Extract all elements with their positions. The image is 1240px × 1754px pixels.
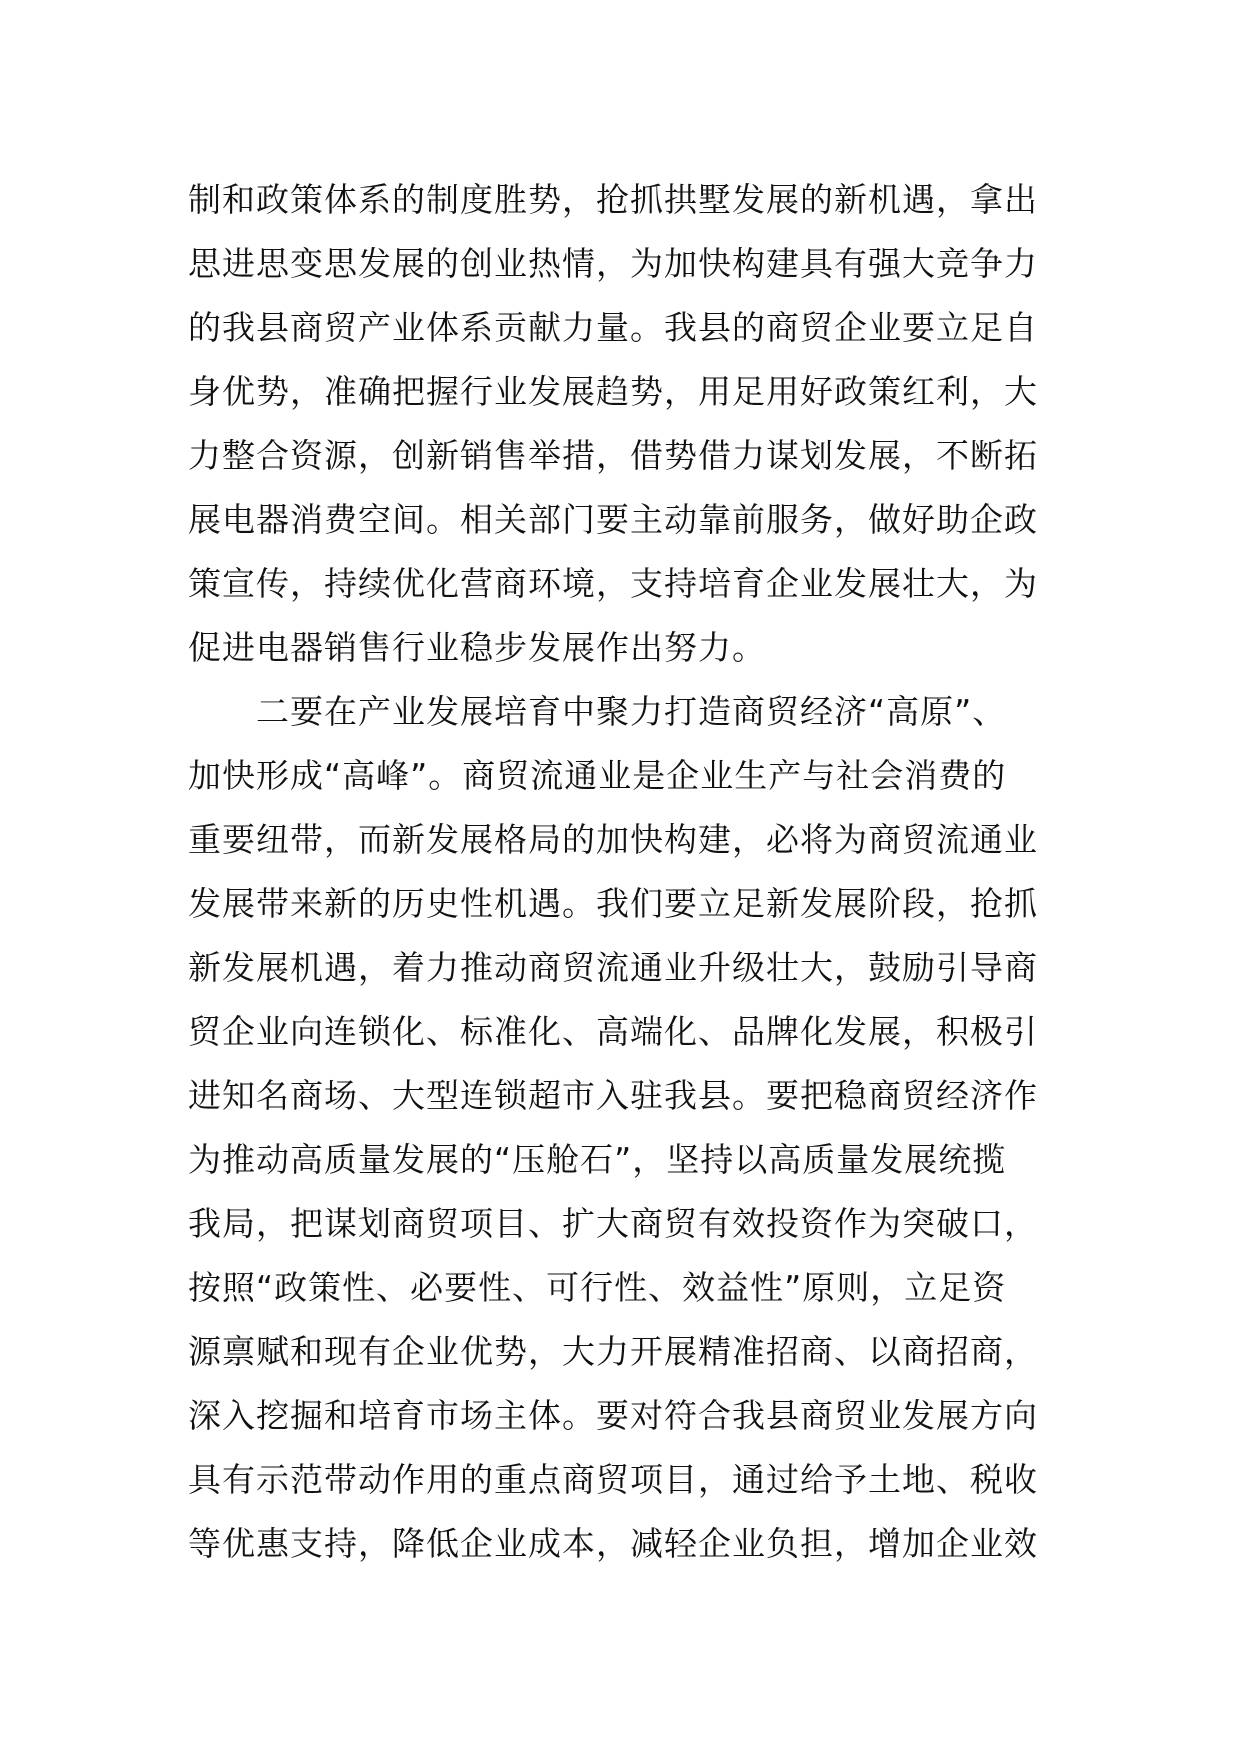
text-line: 促进电器销售行业稳步发展作出努力。 [188,628,766,667]
text-line: 力整合资源，创新销售举措，借势借力谋划发展，不断拓 [188,436,1038,475]
text-line: 加快形成“高峰”。商贸流通业是企业生产与社会消费的 [188,756,1007,795]
text-line: 身优势，准确把握行业发展趋势，用足用好政策红利，大 [188,372,1038,411]
text-line: 等优惠支持，降低企业成本，减轻企业负担，增加企业效 [188,1524,1038,1563]
text-line: 的我县商贸产业体系贡献力量。我县的商贸企业要立足自 [188,308,1038,347]
text-line: 重要纽带，而新发展格局的加快构建，必将为商贸流通业 [188,820,1038,859]
text-line: 贸企业向连锁化、标准化、高端化、品牌化发展，积极引 [188,1012,1038,1051]
text-line: 新发展机遇，着力推动商贸流通业升级壮大，鼓励引导商 [188,948,1038,987]
text-line: 进知名商场、大型连锁超市入驻我县。要把稳商贸经济作 [188,1076,1038,1115]
text-line: 制和政策体系的制度胜势，抢抓拱墅发展的新机遇，拿出 [188,180,1038,219]
text-line: 展电器消费空间。相关部门要主动靠前服务，做好助企政 [188,500,1038,539]
text-line: 按照“政策性、必要性、可行性、效益性”原则，立足资 [188,1268,1007,1307]
text-line: 二要在产业发展培育中聚力打造商贸经济“高原”、 [188,692,1007,731]
text-line: 深入挖掘和培育市场主体。要对符合我县商贸业发展方向 [188,1396,1038,1435]
text-line: 我局，把谋划商贸项目、扩大商贸有效投资作为突破口， [188,1204,1038,1243]
text-line: 源禀赋和现有企业优势，大力开展精准招商、以商招商， [188,1332,1038,1371]
text-line: 发展带来新的历史性机遇。我们要立足新发展阶段，抢抓 [188,884,1038,923]
text-line: 策宣传，持续优化营商环境，支持培育企业发展壮大，为 [188,564,1038,603]
text-line: 思进思变思发展的创业热情，为加快构建具有强大竞争力 [188,244,1038,283]
text-line: 具有示范带动作用的重点商贸项目，通过给予土地、税收 [188,1460,1038,1499]
document-body [188,168,1058,1576]
text-line: 为推动高质量发展的“压舱石”，坚持以高质量发展统揽 [188,1140,1007,1179]
